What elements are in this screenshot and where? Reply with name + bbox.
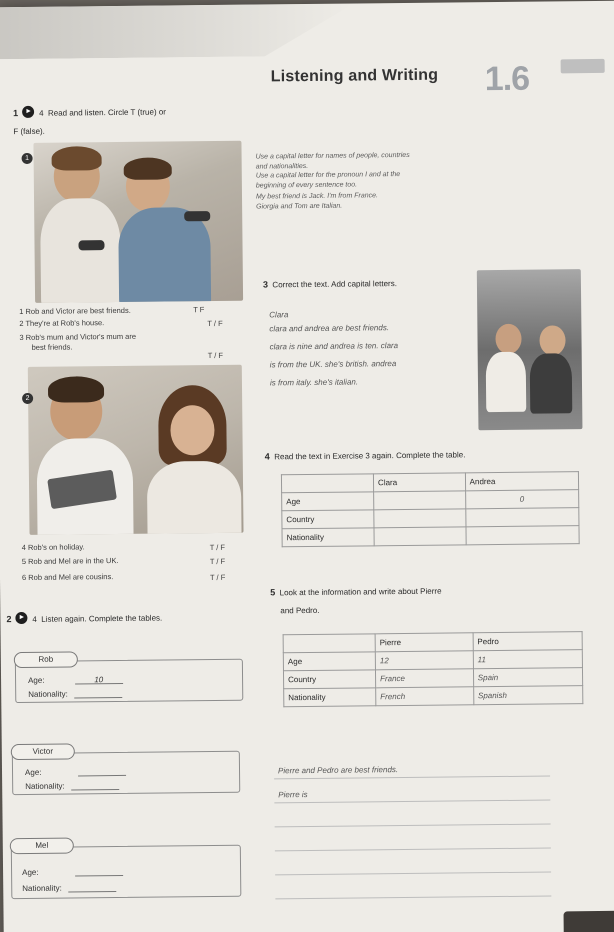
tip-line: beginning of every sentence too.: [255, 180, 358, 190]
table-cell: Country: [283, 670, 375, 689]
writing-line[interactable]: [275, 847, 551, 851]
ex3-correction: Clara: [269, 310, 289, 320]
table-header: Pierre: [375, 633, 473, 652]
nationality-blank[interactable]: [71, 781, 119, 791]
writing-line[interactable]: [275, 895, 551, 899]
ex3-instruction: 3 Correct the text. Add capital letters.: [262, 279, 397, 290]
tip-example: Giorgia and Tom are Italian.: [256, 202, 343, 211]
ex3-line: clara is nine and andrea is ten. clara: [269, 341, 399, 352]
nationality-field: Nationality:: [22, 883, 116, 893]
table-cell: Age: [283, 652, 375, 671]
statement-4: 4 Rob's on holiday.: [21, 542, 85, 553]
table-cell[interactable]: [374, 527, 466, 546]
table-cell: Country: [282, 510, 374, 529]
table-cell: Spanish: [473, 686, 582, 705]
ex1-instruction: [13, 101, 166, 139]
girl1-shirt: [486, 352, 527, 412]
boy1-shirt: [40, 198, 121, 303]
ex5-sample-line1: Pierre and Pedro are best friends.: [277, 765, 399, 776]
tip-line: and nationalities.: [255, 162, 309, 171]
game-controller-icon: [184, 211, 210, 221]
statement-4-answer[interactable]: T / F: [209, 542, 226, 553]
photo-girls-park: [477, 269, 583, 430]
header-band: [0, 4, 355, 60]
card-name-tab: Mel: [10, 837, 74, 854]
statement-1: 1 Rob and Victor are best friends.: [19, 305, 131, 317]
nationality-field: Nationality:: [28, 689, 122, 699]
table-cell[interactable]: [374, 491, 466, 510]
ex1-track: 4: [39, 108, 44, 118]
boy2-shirt: [118, 207, 211, 303]
game-controller-icon: [78, 240, 104, 250]
table-cell: 11: [473, 650, 582, 669]
statement-5: 5 Rob and Mel are in the UK.: [21, 556, 119, 567]
audio-icon: ►: [16, 612, 28, 624]
ex4-instruction: 4 Read the text in Exercise 3 again. Complete the table.: [264, 450, 466, 462]
ex1-instruction-line2: F (false).: [13, 126, 45, 137]
ex5-sample-line2: Pierre is: [278, 790, 308, 800]
table-cell[interactable]: [374, 509, 466, 528]
photo2-label: 2: [22, 387, 33, 405]
photo1-label: 1: [21, 147, 32, 165]
card-name-tab: Rob: [14, 651, 78, 668]
table-header: [283, 634, 375, 653]
statement-2-answer[interactable]: T / F: [207, 318, 223, 329]
girl2-shirt: [530, 353, 573, 413]
lesson-number: 1.6: [484, 59, 530, 99]
writing-line[interactable]: [275, 823, 551, 827]
statement-3-cont: best friends.: [31, 342, 73, 352]
boy2-hair: [124, 157, 172, 180]
statement-1-answer[interactable]: T F: [193, 305, 205, 315]
table-header: [281, 474, 373, 493]
photo-cousins-tablet: [28, 365, 244, 535]
photo-boys-gaming: [33, 141, 243, 303]
tip-example: My best friend is Jack. I'm from France.: [255, 192, 378, 201]
table-cell: 12: [375, 651, 473, 670]
tip-line: Use a capital letter for the pronoun I and at the: [255, 171, 401, 180]
writing-line[interactable]: [274, 799, 550, 803]
table-header: Pedro: [473, 632, 582, 651]
girl1-head: [495, 324, 521, 354]
table-cell[interactable]: 0: [465, 490, 579, 509]
statement-3: 3 Rob's mum and Victor's mum are: [19, 331, 137, 343]
ex1-number: 1: [13, 108, 19, 119]
nationality-field: Nationality:: [25, 781, 119, 791]
boy1-hair: [51, 146, 101, 171]
age-field: Age:: [25, 767, 126, 777]
age-blank[interactable]: [78, 767, 126, 777]
writing-line: [274, 775, 550, 779]
ex3-line: clara and andrea are best friends.: [269, 323, 390, 334]
ex2-instruction: 2 ► 4 Listen again. Complete the tables.: [6, 613, 163, 625]
age-blank[interactable]: 10: [75, 675, 123, 685]
table-header: Andrea: [465, 472, 579, 491]
ex3-line: is from italy. she's italian.: [269, 377, 359, 388]
table-cell: French: [376, 687, 474, 706]
ex4-table: [281, 471, 580, 547]
ex3-line: is from the UK. she's british. andrea: [269, 359, 397, 370]
card-name-tab: Victor: [11, 743, 75, 760]
table-cell: Spain: [473, 668, 582, 687]
ex1-instruction-line1: Read and listen. Circle T (true) or: [47, 107, 166, 118]
statement-3-answer[interactable]: T / F: [207, 350, 224, 361]
info-card-rob: [15, 654, 243, 703]
boy-hair: [48, 376, 104, 403]
table-header: Clara: [373, 473, 465, 492]
ex5-table: [283, 631, 584, 707]
girl-shirt: [147, 461, 242, 535]
ex3-text: [269, 318, 478, 392]
capital-letters-tip: [256, 150, 479, 260]
age-blank[interactable]: [75, 867, 123, 877]
info-card-mel: [11, 840, 242, 899]
info-card-victor: [12, 746, 240, 795]
writing-line[interactable]: [275, 871, 551, 875]
nationality-blank[interactable]: [74, 689, 122, 699]
workbook-page: [0, 1, 614, 932]
statement-6: 6 Rob and Mel are cousins.: [21, 572, 114, 583]
tip-line: Use a capital letter for names of people, countries: [255, 151, 410, 161]
page-title: Listening and Writing: [270, 66, 439, 86]
girl-face: [170, 405, 215, 455]
page-corner-shadow: [564, 911, 614, 932]
table-cell: France: [375, 669, 473, 688]
table-cell[interactable]: [466, 526, 580, 545]
lesson-tab: [561, 59, 605, 73]
age-field: Age: 10: [28, 675, 123, 685]
audio-icon: ►: [23, 106, 35, 118]
table-cell[interactable]: [465, 508, 579, 527]
table-cell: Age: [282, 492, 374, 511]
table-row: [282, 526, 579, 547]
girl2-head: [539, 325, 565, 355]
age-field: Age:: [22, 867, 123, 877]
statement-6-answer[interactable]: T / F: [209, 572, 226, 583]
table-cell: Nationality: [282, 528, 374, 547]
nationality-blank[interactable]: [68, 883, 116, 893]
statement-5-answer[interactable]: T / F: [209, 556, 226, 567]
table-cell: Nationality: [284, 688, 376, 707]
ex5-instruction: 5 Look at the information and write about Pierre and Pedro.: [270, 586, 442, 616]
table-row: [284, 686, 583, 707]
statement-2: 2 They're at Rob's house.: [19, 318, 105, 329]
